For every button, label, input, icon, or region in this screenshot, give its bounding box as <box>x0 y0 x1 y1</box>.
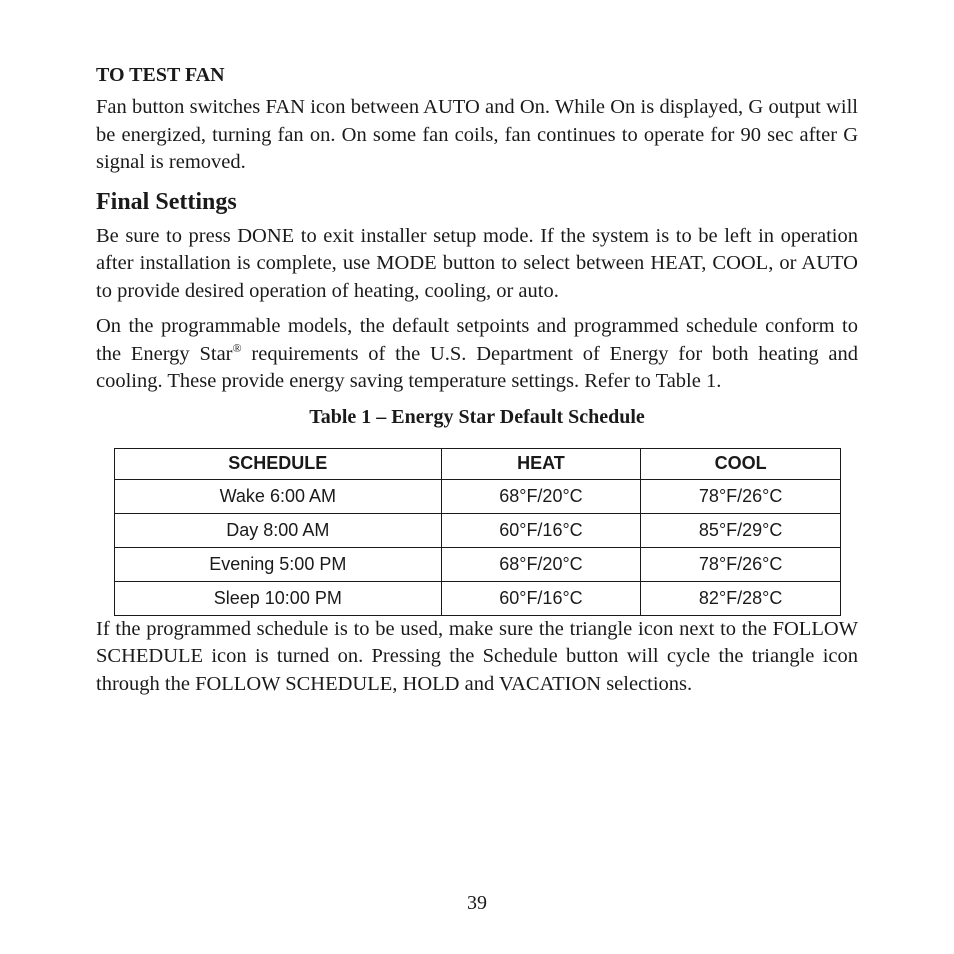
cool-cell: 78°F/26°C <box>641 479 841 513</box>
table-row <box>115 513 841 547</box>
fan-test-paragraph: Fan button switches FAN icon between AUTO and On. While On is displayed, G output will be energized, turning fan on. On some fan coils, fan continues to operate for 90 sec after G signal is removed. <box>96 96 858 173</box>
final-settings-paragraph-1: Be sure to press DONE to exit installer setup mode. If the system is to be left in operation after installation is complete, use MODE button to select between HEAT, COOL, or AUTO to provide desired operation of heating, cooling, or auto. <box>96 224 858 302</box>
cool-cell: 85°F/29°C <box>641 513 841 547</box>
table-row <box>115 479 841 513</box>
heat-cell: 60°F/16°C <box>441 513 641 547</box>
table-row <box>115 581 841 615</box>
schedule-table <box>114 448 841 616</box>
schedule-cell: Evening 5:00 PM <box>115 547 442 581</box>
schedule-cell: Sleep 10:00 PM <box>115 581 442 615</box>
table-header-row <box>115 448 841 479</box>
closing-paragraph: If the programmed schedule is to be used, make sure the triangle icon next to the FOLLOW SCHEDULE icon is turned on. Pressing the Schedule button will cycle the triangle icon through the FOLLOW SCHEDULE, HOLD and VACATION selections. <box>96 617 858 695</box>
schedule-cell: Day 8:00 AM <box>115 513 442 547</box>
cool-cell: 78°F/26°C <box>641 547 841 581</box>
para2-text-b: requirements of the U.S. Department of Energy for both heating and cooling. These provide energy saving temperature settings. Refer to Table 1. <box>96 342 858 392</box>
cool-cell: 82°F/28°C <box>641 581 841 615</box>
para2-text-a: On the programmable models, the default setpoints and programmed schedule conform to the Energy Star <box>96 315 858 365</box>
heat-cell: 60°F/16°C <box>441 581 641 615</box>
heat-cell: 68°F/20°C <box>441 547 641 581</box>
table-caption: Table 1 – Energy Star Default Schedule <box>309 405 645 428</box>
header-heat: HEAT <box>441 448 641 479</box>
fan-test-heading: TO TEST FAN <box>96 64 225 86</box>
document-page <box>96 62 858 706</box>
heat-cell: 68°F/20°C <box>441 479 641 513</box>
final-settings-paragraph-2 <box>96 313 858 396</box>
page-number: 39 <box>467 892 487 914</box>
schedule-cell: Wake 6:00 AM <box>115 479 442 513</box>
header-schedule: SCHEDULE <box>115 448 442 479</box>
registered-mark: ® <box>232 340 242 355</box>
final-settings-heading: Final Settings <box>96 188 237 215</box>
table-row <box>115 547 841 581</box>
header-cool: COOL <box>641 448 841 479</box>
